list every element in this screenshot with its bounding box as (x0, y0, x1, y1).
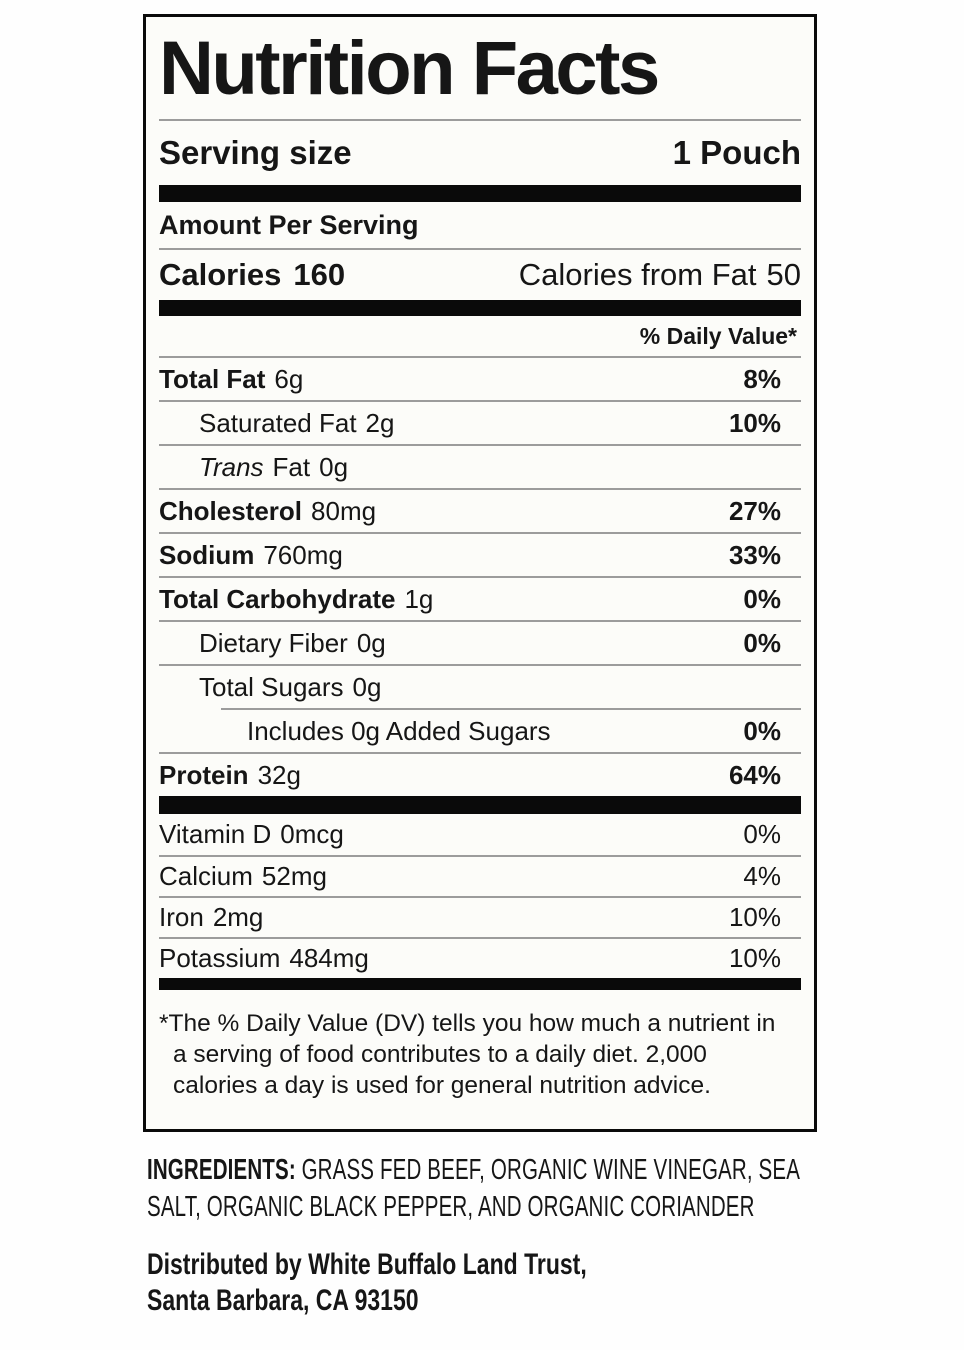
thick-divider (159, 978, 801, 990)
nutrient-amount: 760mg (263, 539, 343, 570)
nutrient-amount: 80mg (311, 495, 377, 526)
nutrient-amount: 6g (274, 363, 304, 394)
micronutrient-row-vitamin-d (159, 814, 801, 855)
nutrient-dv: 10% (728, 407, 781, 438)
micronutrient-name-group (159, 819, 344, 850)
nutrient-dv: 27% (728, 495, 781, 526)
micronutrient-dv: 4% (743, 861, 781, 891)
calories-from-fat-group (519, 257, 801, 293)
nutrient-name: Dietary Fiber (199, 627, 348, 658)
micronutrient-dv: 0% (743, 819, 781, 849)
calories-row (159, 250, 801, 300)
nutrient-amount: 1g (404, 583, 434, 614)
nutrient-name-group (159, 540, 343, 571)
ingredients-label: INGREDIENTS: (147, 1154, 296, 1186)
nutrient-row-trans-fat (159, 444, 801, 488)
calories-group (159, 257, 345, 293)
amount-per-serving-row (159, 202, 801, 248)
nutrient-name-italic: Trans (199, 451, 264, 482)
micronutrient-amount: 2mg (212, 902, 264, 932)
distributor-line1: Distributed by White Buffalo Land Trust, (147, 1248, 587, 1281)
distributor-section (147, 1247, 587, 1319)
nutrient-name: Protein (159, 759, 249, 790)
serving-size-label: Serving size (159, 134, 352, 171)
nutrient-row-total-carbohydrate (159, 576, 801, 620)
nutrient-name-group (159, 496, 376, 527)
nutrient-name-group (159, 716, 551, 747)
micronutrient-name-group (159, 943, 369, 974)
nutrient-amount: 0g (356, 627, 386, 658)
calories-label: Calories (159, 257, 282, 292)
micronutrient-name-group (159, 861, 327, 892)
nutrient-name: Saturated Fat (199, 407, 357, 438)
calories-value: 160 (293, 257, 346, 292)
nutrient-amount: 2g (365, 407, 395, 438)
nutrient-row-total-sugars (159, 664, 801, 708)
thick-divider (159, 796, 801, 814)
nutrient-dv: 0% (743, 583, 781, 614)
micronutrient-name: Iron (159, 902, 204, 932)
calories-from-fat-label: Calories from Fat (518, 257, 757, 292)
nutrient-name: Total Carbohydrate (159, 583, 396, 614)
thick-divider (159, 300, 801, 316)
amount-per-serving-label: Amount Per Serving (159, 209, 419, 240)
nutrient-name: Fat (272, 451, 311, 482)
nutrient-name-group (159, 364, 303, 395)
serving-size-row (159, 121, 801, 185)
daily-value-footnote: *The % Daily Value (DV) tells you how much a nutrient in a serving of food contributes to a daily diet. 2,000 calories a day is used for general nutrition advice. (159, 1010, 776, 1099)
nutrient-name: Sodium (159, 539, 255, 570)
nutrient-dv: 33% (728, 539, 781, 570)
nutrient-dv: 0% (743, 627, 781, 658)
micronutrient-amount: 0mcg (280, 819, 344, 849)
nutrient-row-added-sugars (159, 710, 801, 752)
nutrient-row-cholesterol (159, 488, 801, 532)
nutrient-name: Includes 0g Added Sugars (247, 715, 551, 746)
label-title: Nutrition Facts (159, 26, 658, 111)
nutrient-row-saturated-fat (159, 400, 801, 444)
nutrient-name-group (159, 452, 348, 483)
calories-from-fat-value: 50 (766, 257, 801, 292)
nutrient-amount: 0g (352, 671, 382, 702)
micronutrient-dv: 10% (728, 902, 781, 932)
nutrient-dv: 8% (743, 363, 781, 394)
distributor-line2: Santa Barbara, CA 93150 (147, 1284, 419, 1317)
micronutrient-dv: 10% (728, 943, 781, 973)
ingredients-section (147, 1152, 819, 1226)
nutrient-name-group (159, 628, 386, 659)
micronutrient-name: Calcium (159, 861, 253, 891)
nutrient-row-total-fat (159, 356, 801, 400)
nutrition-facts-label (143, 14, 817, 1132)
nutrient-amount: 0g (319, 451, 349, 482)
micronutrient-row-iron (159, 896, 801, 937)
micronutrient-name: Vitamin D (159, 819, 272, 849)
thick-divider (159, 185, 801, 202)
nutrient-name: Cholesterol (159, 495, 303, 526)
micronutrient-name: Potassium (159, 943, 281, 973)
ingredients-text: GRASS FED BEEF, ORGANIC WINE VINEGAR, SEA SALT, ORGANIC BLACK PEPPER, AND ORGANIC CORIANDER (147, 1154, 799, 1223)
serving-size-value: 1 Pouch (672, 134, 801, 171)
nutrient-dv: 64% (728, 759, 781, 790)
micronutrient-row-calcium (159, 855, 801, 896)
nutrient-row-protein (159, 752, 801, 796)
micronutrient-amount: 484mg (289, 943, 369, 973)
nutrient-dv: 0% (743, 715, 781, 746)
nutrient-name: Total Fat (159, 363, 266, 394)
nutrient-name-group (159, 408, 394, 439)
nutrient-row-dietary-fiber (159, 620, 801, 664)
nutrient-name-group (159, 760, 301, 791)
micronutrient-row-potassium (159, 937, 801, 978)
nutrient-amount: 32g (257, 759, 301, 790)
nutrient-name-group (159, 672, 381, 703)
nutrient-name: Total Sugars (199, 671, 344, 702)
nutrient-name-group (159, 584, 433, 615)
daily-value-header: % Daily Value* (639, 322, 797, 349)
micronutrient-name-group (159, 902, 263, 933)
nutrient-row-sodium (159, 532, 801, 576)
micronutrient-amount: 52mg (261, 861, 327, 891)
